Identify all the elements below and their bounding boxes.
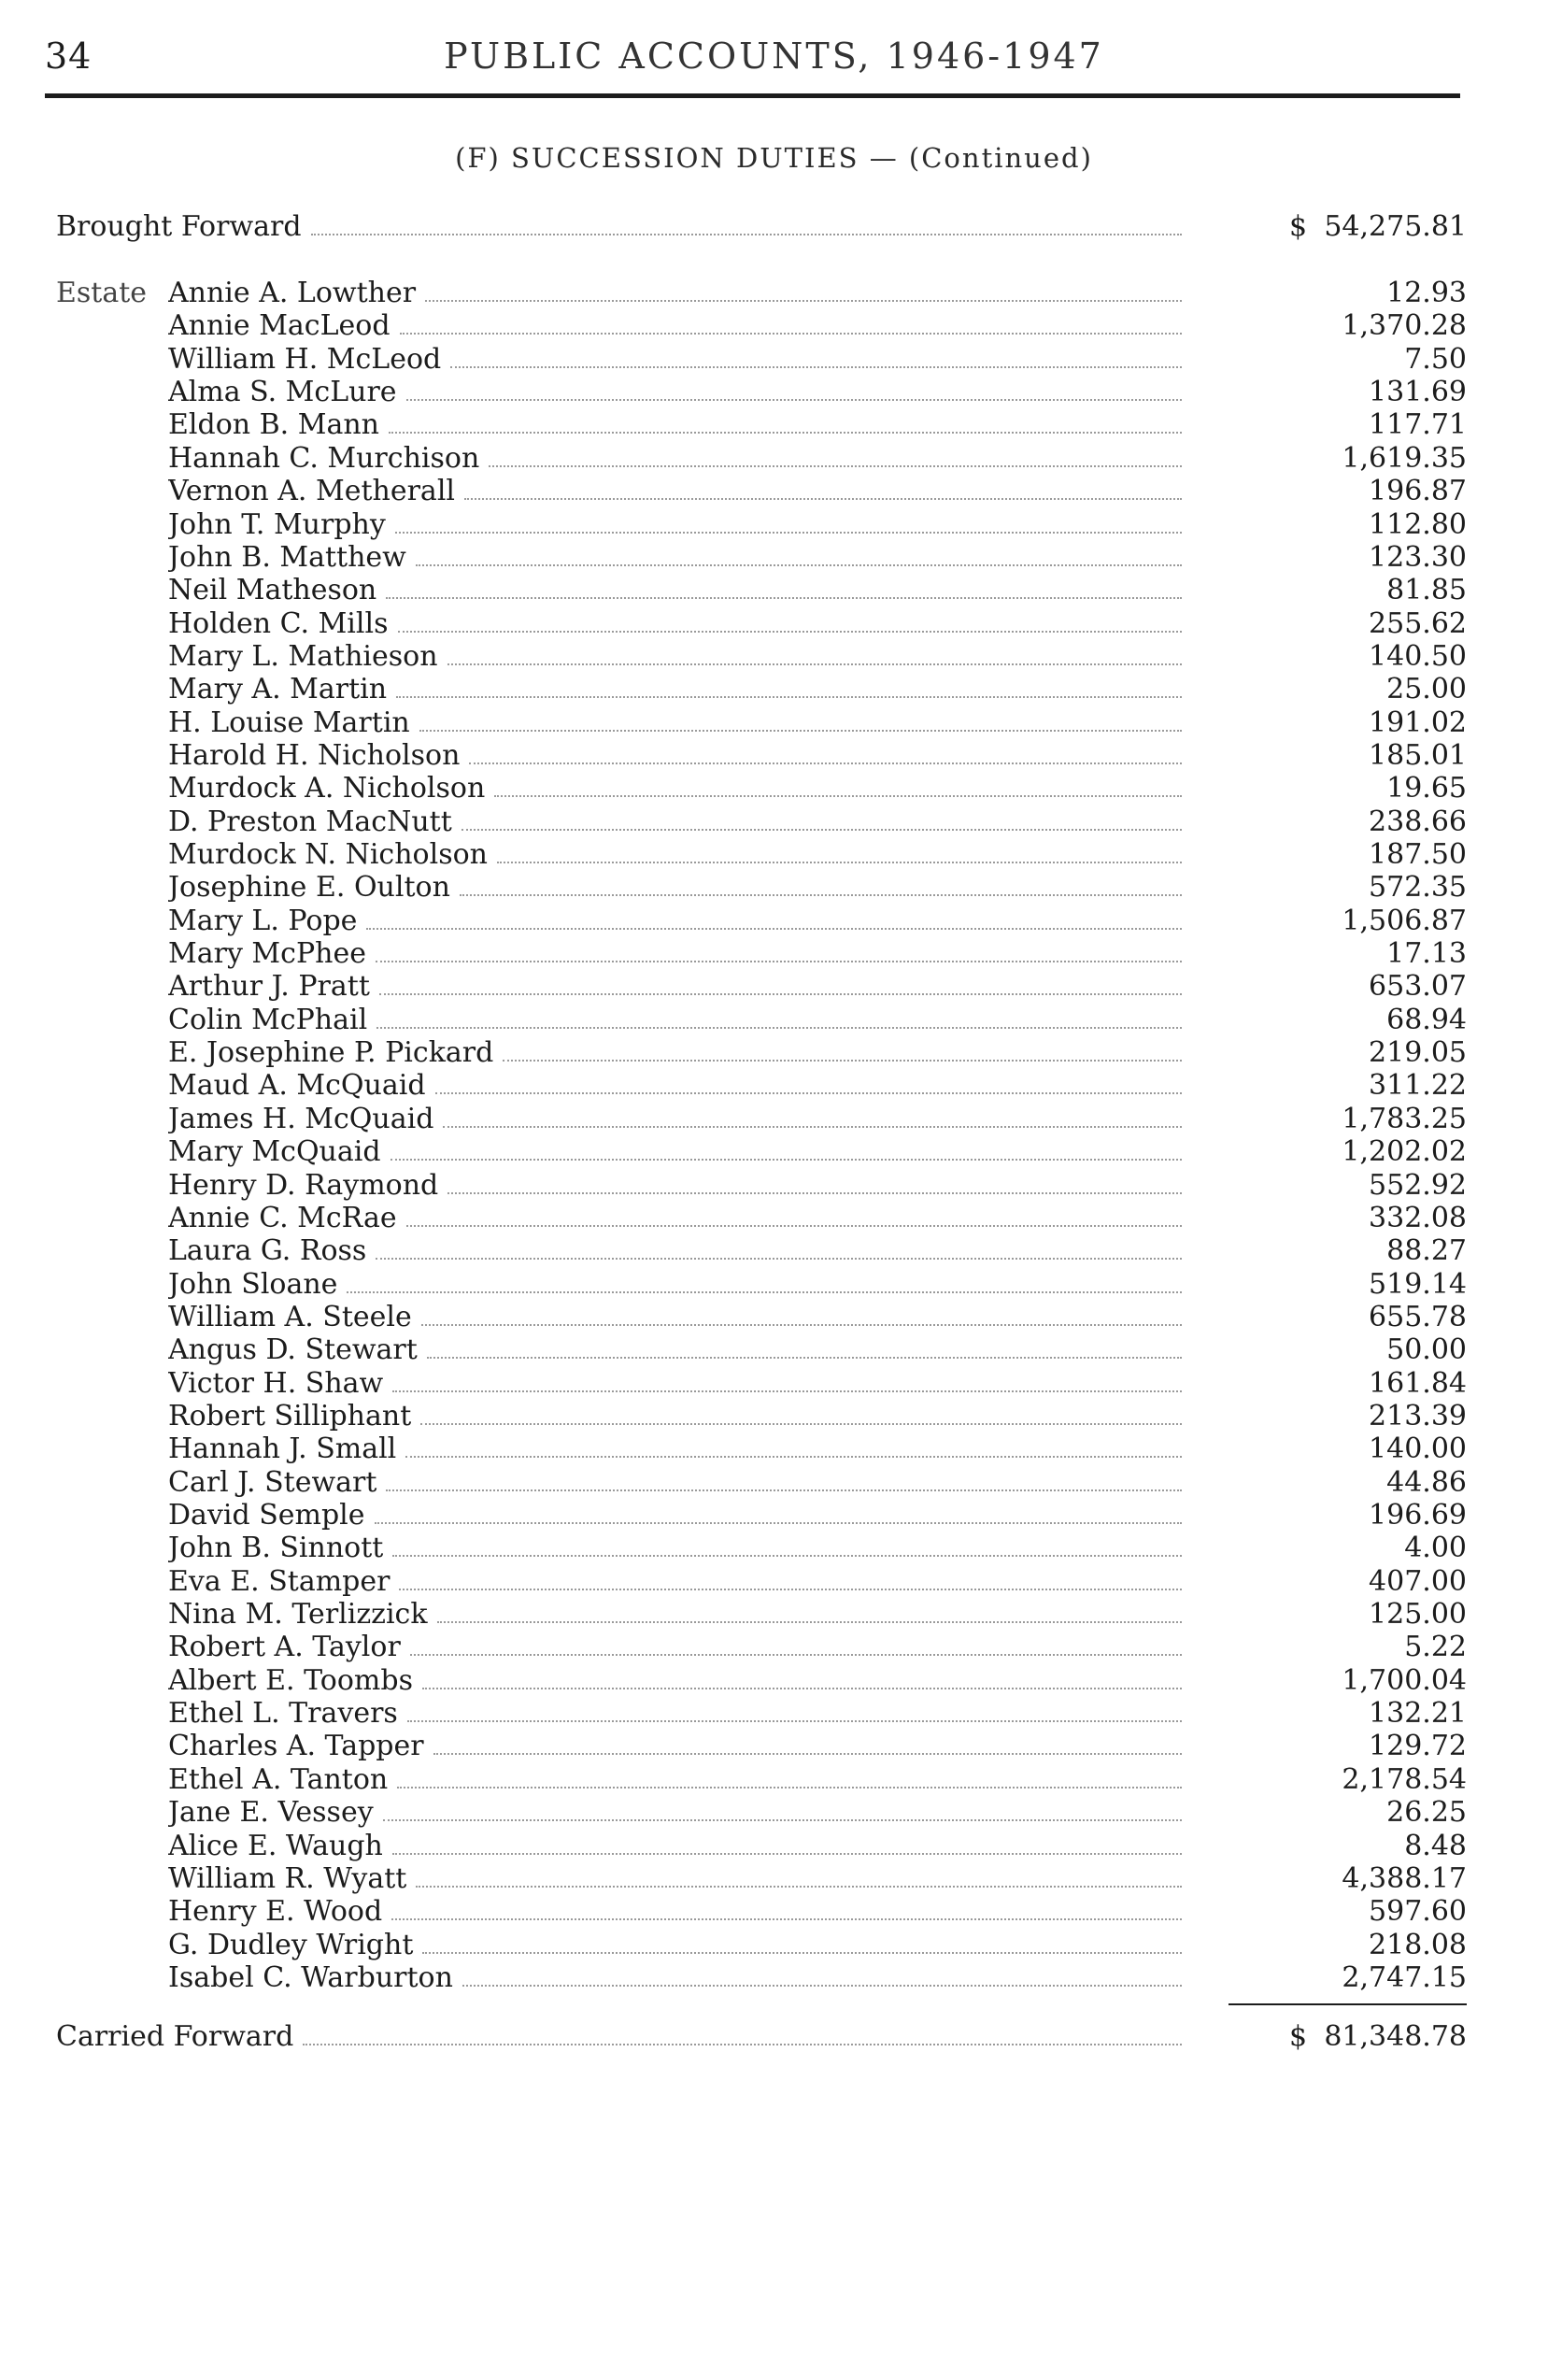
- leader-dots: [421, 1302, 1182, 1326]
- estate-amount: 238.66: [1369, 805, 1467, 838]
- leader-dots: [503, 1037, 1182, 1062]
- leader-dots: [376, 938, 1182, 962]
- estate-row: [56, 1664, 1467, 1698]
- estate-name: Ethel A. Tanton: [168, 1763, 397, 1797]
- estate-row: [56, 838, 1467, 872]
- leader-dots: [494, 773, 1182, 797]
- estate-amount: 125.00: [1369, 1598, 1467, 1631]
- estate-row: [56, 1961, 1467, 1995]
- estate-name: Albert E. Toombs: [168, 1664, 422, 1698]
- estate-name: Neil Matheson: [168, 574, 386, 607]
- estate-amount: 161.84: [1369, 1366, 1467, 1400]
- leader-dots: [391, 1896, 1182, 1920]
- estate-amount: 196.69: [1369, 1499, 1467, 1532]
- estate-amount: 112.80: [1369, 507, 1467, 541]
- estate-amount: 196.87: [1369, 475, 1467, 508]
- estate-amount: 311.22: [1369, 1069, 1467, 1103]
- estate-row: [56, 1036, 1467, 1070]
- estate-amount: 140.00: [1369, 1432, 1467, 1466]
- estate-amount: 1,370.28: [1342, 309, 1467, 343]
- estate-amount: 68.94: [1386, 1003, 1467, 1036]
- estate-row: [56, 706, 1467, 740]
- estate-amount: 191.02: [1369, 705, 1467, 739]
- estate-name: Eva E. Stamper: [168, 1565, 399, 1599]
- estate-name: Ethel L. Travers: [168, 1697, 407, 1731]
- estate-name: William R. Wyatt: [168, 1862, 416, 1896]
- estate-amount: 218.08: [1369, 1928, 1467, 1961]
- leader-dots: [375, 1500, 1182, 1524]
- leader-dots: [460, 872, 1182, 896]
- estate-amount: 1,700.04: [1342, 1663, 1467, 1697]
- estate-amount: 2,178.54: [1342, 1762, 1467, 1796]
- estate-row: [56, 1466, 1467, 1500]
- estate-name: Robert A. Taylor: [168, 1631, 410, 1664]
- leader-dots: [416, 542, 1182, 566]
- estate-row: [56, 1598, 1467, 1632]
- leader-dots: [407, 1698, 1182, 1722]
- estate-row: [56, 1069, 1467, 1103]
- estate-name: William A. Steele: [168, 1301, 421, 1334]
- leader-dots: [422, 1930, 1182, 1954]
- leader-dots: [391, 1136, 1182, 1161]
- leader-dots: [410, 1632, 1182, 1656]
- estate-name: Henry D. Raymond: [168, 1169, 447, 1203]
- estate-row: [56, 1333, 1467, 1367]
- estate-name: Victor H. Shaw: [168, 1367, 392, 1401]
- estate-row: [56, 508, 1467, 542]
- leader-dots: [376, 1235, 1182, 1260]
- estate-name: E. Josephine P. Pickard: [168, 1036, 503, 1070]
- estate-name: G. Dudley Wright: [168, 1929, 422, 1962]
- estate-amount: 88.27: [1386, 1234, 1467, 1268]
- estate-name: William H. McLeod: [168, 343, 450, 377]
- running-title: PUBLIC ACCOUNTS, 1946-1947: [444, 36, 1104, 77]
- leader-dots: [416, 1863, 1182, 1888]
- carried-forward-label: Carried Forward: [56, 2020, 303, 2054]
- leader-dots: [427, 1334, 1182, 1359]
- estate-row: [56, 343, 1467, 377]
- brought-forward-amount: 54,275.81: [1324, 210, 1467, 243]
- estate-amount: 213.39: [1369, 1399, 1467, 1432]
- estate-name: Angus D. Stewart: [168, 1333, 427, 1367]
- estate-name: Charles A. Tapper: [168, 1730, 433, 1763]
- estate-row: [56, 1697, 1467, 1731]
- leader-dots: [406, 1203, 1182, 1227]
- estate-row: [56, 541, 1467, 575]
- estate-row: [56, 1929, 1467, 1962]
- estate-name: Jane E. Vessey: [168, 1796, 383, 1830]
- estate-row: [56, 1763, 1467, 1797]
- estate-row: [56, 376, 1467, 409]
- estate-row: [56, 640, 1467, 674]
- leader-dots: [464, 476, 1182, 500]
- estate-row: [56, 1631, 1467, 1664]
- estate-row: [56, 1532, 1467, 1565]
- estate-amount: 1,783.25: [1342, 1102, 1467, 1135]
- estate-name: Mary A. Martin: [168, 673, 396, 706]
- estate-amount: 50.00: [1386, 1333, 1467, 1367]
- leader-dots: [376, 1005, 1182, 1029]
- estate-name: Laura G. Ross: [168, 1234, 376, 1268]
- estate-row: [56, 1135, 1467, 1169]
- estate-amount: 2,747.15: [1342, 1960, 1467, 1994]
- estate-amount: 129.72: [1369, 1730, 1467, 1763]
- estate-name: H. Louise Martin: [168, 706, 419, 740]
- leader-dots: [489, 443, 1182, 467]
- estate-row: [56, 937, 1467, 971]
- estate-amount: 1,506.87: [1342, 904, 1467, 937]
- estate-name: Holden C. Mills: [168, 607, 398, 641]
- estate-amount: 4,388.17: [1342, 1861, 1467, 1895]
- estate-name: Hannah J. Small: [168, 1432, 405, 1466]
- estate-name: Josephine E. Oulton: [168, 871, 460, 905]
- leader-dots: [443, 1104, 1182, 1128]
- estate-row: [56, 1301, 1467, 1334]
- estate-amount: 255.62: [1369, 606, 1467, 640]
- estate-name: Mary McQuaid: [168, 1135, 391, 1169]
- leader-dots: [366, 905, 1182, 930]
- brought-forward-row: [56, 210, 1467, 244]
- estate-name: John T. Murphy: [168, 508, 395, 542]
- estate-name: David Semple: [168, 1499, 375, 1532]
- leader-dots: [383, 1797, 1182, 1821]
- estate-amount: 140.50: [1369, 639, 1467, 673]
- estate-amount: 1,619.35: [1342, 441, 1467, 475]
- estate-amount: 131.69: [1369, 376, 1467, 409]
- estate-amount: 7.50: [1404, 342, 1467, 376]
- page-number: 34: [45, 36, 92, 77]
- estate-name: Murdock N. Nicholson: [168, 838, 497, 872]
- leader-dots: [497, 839, 1182, 863]
- estate-name: Hannah C. Murchison: [168, 442, 489, 476]
- estate-amount: 407.00: [1369, 1564, 1467, 1598]
- leader-dots: [406, 377, 1182, 401]
- leader-dots: [450, 344, 1182, 368]
- estate-name: Isabel C. Warburton: [168, 1961, 462, 1995]
- estate-row: [56, 1830, 1467, 1863]
- estate-name: Annie C. McRae: [168, 1202, 406, 1235]
- estate-row: [56, 1565, 1467, 1599]
- estate-name: Annie MacLeod: [168, 309, 400, 343]
- header-rule: [45, 93, 1460, 98]
- estate-amount: 552.92: [1369, 1168, 1467, 1202]
- estate-row: [56, 607, 1467, 641]
- estate-name: Alice E. Waugh: [168, 1830, 392, 1863]
- leader-dots: [395, 509, 1182, 534]
- leader-dots: [386, 575, 1182, 599]
- estate-name: Eldon B. Mann: [168, 408, 389, 442]
- estate-name: Annie A. Lowther: [168, 277, 425, 310]
- estate-name: Colin McPhail: [168, 1004, 376, 1037]
- leader-dots: [397, 1764, 1182, 1789]
- leader-dots: [405, 1433, 1182, 1458]
- estate-row: [56, 309, 1467, 343]
- leader-dots: [447, 1170, 1182, 1194]
- estate-row: [56, 475, 1467, 508]
- estate-amount: 117.71: [1369, 408, 1467, 442]
- leader-dots: [392, 1831, 1182, 1855]
- estate-amount: 655.78: [1369, 1300, 1467, 1333]
- leader-dots: [419, 707, 1182, 732]
- estate-row: [56, 1004, 1467, 1037]
- leader-dots: [398, 608, 1183, 633]
- estate-amount: 332.08: [1369, 1201, 1467, 1234]
- estate-row: [56, 1400, 1467, 1433]
- estate-amount: 12.93: [1386, 277, 1467, 309]
- estate-name: D. Preston MacNutt: [168, 805, 462, 839]
- estate-amount: 44.86: [1386, 1465, 1467, 1499]
- estate-row: [56, 574, 1467, 607]
- leader-dots: [379, 971, 1182, 995]
- estate-row: [56, 1268, 1467, 1302]
- estate-name: James H. McQuaid: [168, 1103, 443, 1136]
- leader-dots: [433, 1731, 1182, 1755]
- estate-amount: 81.85: [1386, 574, 1467, 607]
- leader-dots: [303, 2021, 1182, 2045]
- estate-row: [56, 805, 1467, 839]
- leader-dots: [462, 1962, 1182, 1987]
- estate-amount: 132.21: [1369, 1697, 1467, 1730]
- brought-forward-currency: $: [1289, 210, 1308, 243]
- estate-amount: 185.01: [1369, 738, 1467, 772]
- estate-amount: 653.07: [1369, 970, 1467, 1004]
- estate-row: [56, 1730, 1467, 1763]
- leader-dots: [437, 1599, 1182, 1623]
- estate-name: Mary McPhee: [168, 937, 376, 971]
- leader-dots: [425, 278, 1182, 302]
- brought-forward-label: Brought Forward: [56, 210, 311, 244]
- estate-row: [56, 1432, 1467, 1466]
- section-title: (F) SUCCESSION DUTIES — (Continued): [455, 142, 1093, 174]
- estate-row: [56, 1103, 1467, 1136]
- estate-name: Harold H. Nicholson: [168, 739, 469, 773]
- estate-row: [56, 871, 1467, 905]
- estate-row: [56, 772, 1467, 805]
- estate-name: Mary L. Mathieson: [168, 640, 447, 674]
- estate-name: Henry E. Wood: [168, 1895, 391, 1929]
- estate-amount: 5.22: [1404, 1631, 1467, 1664]
- leader-dots: [400, 310, 1182, 335]
- estate-name: Vernon A. Metherall: [168, 475, 464, 508]
- estate-row: [56, 1796, 1467, 1830]
- leader-dots: [396, 674, 1182, 698]
- estate-amount: 187.50: [1369, 838, 1467, 871]
- carried-forward-currency: $: [1289, 2020, 1308, 2053]
- estate-amount: 1,202.02: [1342, 1135, 1467, 1169]
- leader-dots: [392, 1532, 1182, 1557]
- leader-dots: [447, 641, 1182, 665]
- leader-dots: [389, 409, 1182, 434]
- estate-row: [56, 1367, 1467, 1401]
- estate-name: Murdock A. Nicholson: [168, 772, 494, 805]
- leader-dots: [399, 1566, 1182, 1590]
- estate-row: [56, 442, 1467, 476]
- leader-dots: [422, 1665, 1182, 1689]
- estate-name: Robert Silliphant: [168, 1400, 420, 1433]
- estate-row: [56, 1862, 1467, 1896]
- estate-name: Arthur J. Pratt: [168, 970, 379, 1004]
- estate-row: [56, 1202, 1467, 1235]
- estate-name: John Sloane: [168, 1268, 347, 1302]
- estate-amount: 19.65: [1386, 772, 1467, 805]
- estate-name: John B. Sinnott: [168, 1532, 392, 1565]
- estate-name: Carl J. Stewart: [168, 1466, 386, 1500]
- estate-amount: 26.25: [1386, 1796, 1467, 1830]
- leader-dots: [347, 1269, 1182, 1293]
- leader-dots: [386, 1467, 1182, 1491]
- leader-dots: [469, 740, 1182, 764]
- estate-name: Mary L. Pope: [168, 905, 366, 938]
- estate-name: Nina M. Terlizzick: [168, 1598, 437, 1632]
- estate-amount: 25.00: [1386, 673, 1467, 706]
- estate-row: [56, 1169, 1467, 1203]
- estate-amount: 519.14: [1369, 1267, 1467, 1301]
- estate-row: [56, 277, 1467, 310]
- leader-dots: [435, 1070, 1182, 1094]
- leader-dots: [392, 1368, 1182, 1392]
- estate-row: [56, 739, 1467, 773]
- estate-name: Alma S. McLure: [168, 376, 406, 409]
- estate-name: John B. Matthew: [168, 541, 416, 575]
- estate-row: [56, 1234, 1467, 1268]
- estate-row: [56, 408, 1467, 442]
- estate-amount: 123.30: [1369, 540, 1467, 574]
- estate-row: [56, 905, 1467, 938]
- estate-row: [56, 1499, 1467, 1532]
- estate-amount: 4.00: [1404, 1532, 1467, 1565]
- estate-row: [56, 1895, 1467, 1929]
- estate-amount: 8.48: [1404, 1829, 1467, 1862]
- estate-name: Maud A. McQuaid: [168, 1069, 435, 1103]
- estate-amount: 17.13: [1386, 937, 1467, 970]
- carried-forward-row: [56, 2020, 1467, 2054]
- leader-dots: [462, 806, 1182, 831]
- estate-row: [56, 673, 1467, 706]
- leader-dots: [420, 1401, 1182, 1425]
- leader-dots: [311, 211, 1182, 235]
- estate-amount: 219.05: [1369, 1036, 1467, 1070]
- estate-prefix: Estate: [56, 277, 148, 309]
- estate-amount: 597.60: [1369, 1895, 1467, 1929]
- estate-row: [56, 970, 1467, 1004]
- carried-forward-amount: 81,348.78: [1324, 2020, 1467, 2053]
- total-rule: [1228, 2003, 1467, 2005]
- estate-amount: 572.35: [1369, 871, 1467, 905]
